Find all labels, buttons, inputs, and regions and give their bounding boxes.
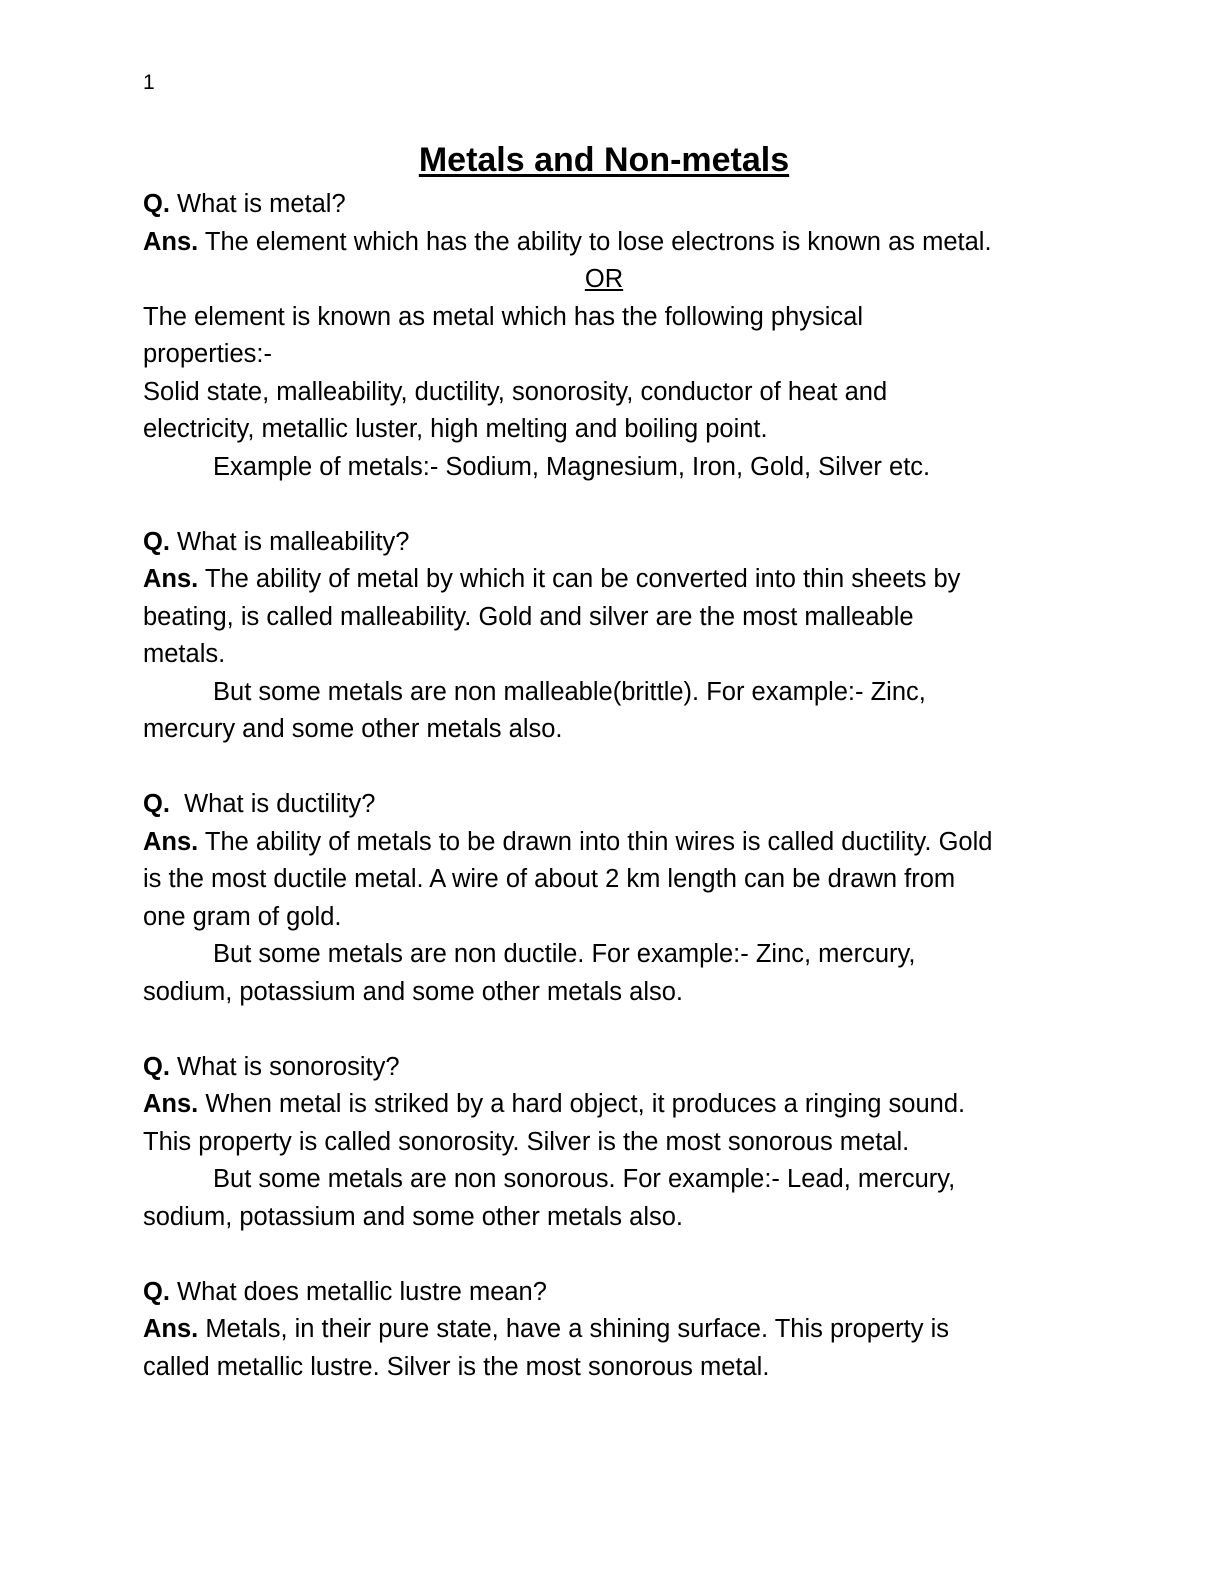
section-spacer bbox=[143, 1011, 1083, 1049]
note-line: But some metals are non sonorous. For example:- Lead, mercury, bbox=[213, 1165, 956, 1193]
question-line bbox=[143, 524, 1083, 562]
answer-line bbox=[143, 561, 1083, 599]
answer-line bbox=[143, 1311, 1083, 1349]
question-line bbox=[143, 1274, 1083, 1312]
answer-line: beating, is called malleability. Gold and silver are the most malleable bbox=[143, 602, 914, 631]
or-text: OR bbox=[584, 265, 624, 293]
section-what-is-malleability bbox=[143, 524, 1083, 749]
section-metallic-lustre bbox=[143, 1274, 1083, 1387]
question-text: What is metal? bbox=[169, 190, 346, 218]
answer-line bbox=[143, 224, 1083, 262]
alternative-divider bbox=[143, 261, 1083, 299]
note-line: But some metals are non malleable(brittle). For example:- Zinc, bbox=[213, 677, 926, 706]
question-prefix: Q. bbox=[143, 190, 170, 218]
answer-line: metals. bbox=[143, 640, 226, 668]
answer-text: The ability of metal by which it can be converted into thin sheets by bbox=[198, 565, 961, 593]
question-prefix: Q. bbox=[143, 790, 170, 818]
page-number: 1 bbox=[143, 71, 155, 94]
example-line: Example of metals:- Sodium, Magnesium, Iron, Gold, Silver etc. bbox=[213, 452, 931, 481]
answer-prefix: Ans. bbox=[143, 827, 199, 856]
section-spacer bbox=[143, 486, 1083, 524]
answer-text: Metals, in their pure state, have a shining surface. This property is bbox=[198, 1315, 949, 1343]
section-spacer bbox=[143, 749, 1083, 787]
document-content bbox=[143, 140, 1083, 1386]
note-line: But some metals are non ductile. For example:- Zinc, mercury, bbox=[213, 940, 916, 968]
answer-prefix: Ans. bbox=[143, 1090, 199, 1118]
answer-prefix: Ans. bbox=[143, 565, 199, 593]
section-spacer bbox=[143, 1236, 1083, 1274]
page-title: Metals and Non-metals bbox=[418, 141, 790, 179]
section-what-is-sonorosity bbox=[143, 1049, 1083, 1237]
answer-line bbox=[143, 824, 1083, 862]
answer-line: one gram of gold. bbox=[143, 902, 342, 931]
question-prefix: Q. bbox=[143, 1052, 170, 1081]
note-line: mercury and some other metals also. bbox=[143, 715, 563, 743]
answer-text: When metal is striked by a hard object, it produces a ringing sound. bbox=[198, 1090, 966, 1118]
answer-prefix: Ans. bbox=[143, 1315, 199, 1343]
alt-definition-line: Solid state, malleability, ductility, sonorosity, conductor of heat and bbox=[143, 377, 888, 406]
question-prefix: Q. bbox=[143, 527, 170, 556]
note-line: sodium, potassium and some other metals also. bbox=[143, 1202, 684, 1231]
answer-text: The element which has the ability to lose electrons is known as metal. bbox=[198, 227, 992, 256]
question-text: What is ductility? bbox=[169, 790, 376, 818]
alt-definition-line: electricity, metallic luster, high melting and boiling point. bbox=[143, 415, 768, 443]
answer-line: is the most ductile metal. A wire of about 2 km length can be drawn from bbox=[143, 865, 956, 893]
question-line bbox=[143, 186, 1083, 224]
answer-line bbox=[143, 1086, 1083, 1124]
question-line bbox=[143, 786, 1083, 824]
question-text: What is sonorosity? bbox=[169, 1052, 400, 1081]
answer-prefix: Ans. bbox=[143, 227, 199, 256]
question-text: What is malleability? bbox=[169, 527, 410, 556]
section-what-is-metal bbox=[143, 186, 1083, 486]
answer-line: This property is called sonorosity. Silver is the most sonorous metal. bbox=[143, 1127, 910, 1156]
answer-text: The ability of metals to be drawn into thin wires is called ductility. Gold bbox=[198, 827, 993, 856]
question-line bbox=[143, 1049, 1083, 1087]
section-what-is-ductility bbox=[143, 786, 1083, 1011]
answer-line: called metallic lustre. Silver is the most sonorous metal. bbox=[143, 1352, 770, 1381]
alt-definition-line: properties:- bbox=[143, 340, 272, 368]
alt-definition-line: The element is known as metal which has the following physical bbox=[143, 302, 864, 331]
note-line: sodium, potassium and some other metals also. bbox=[143, 977, 684, 1006]
question-text: What does metallic lustre mean? bbox=[169, 1277, 547, 1306]
question-prefix: Q. bbox=[143, 1277, 170, 1306]
